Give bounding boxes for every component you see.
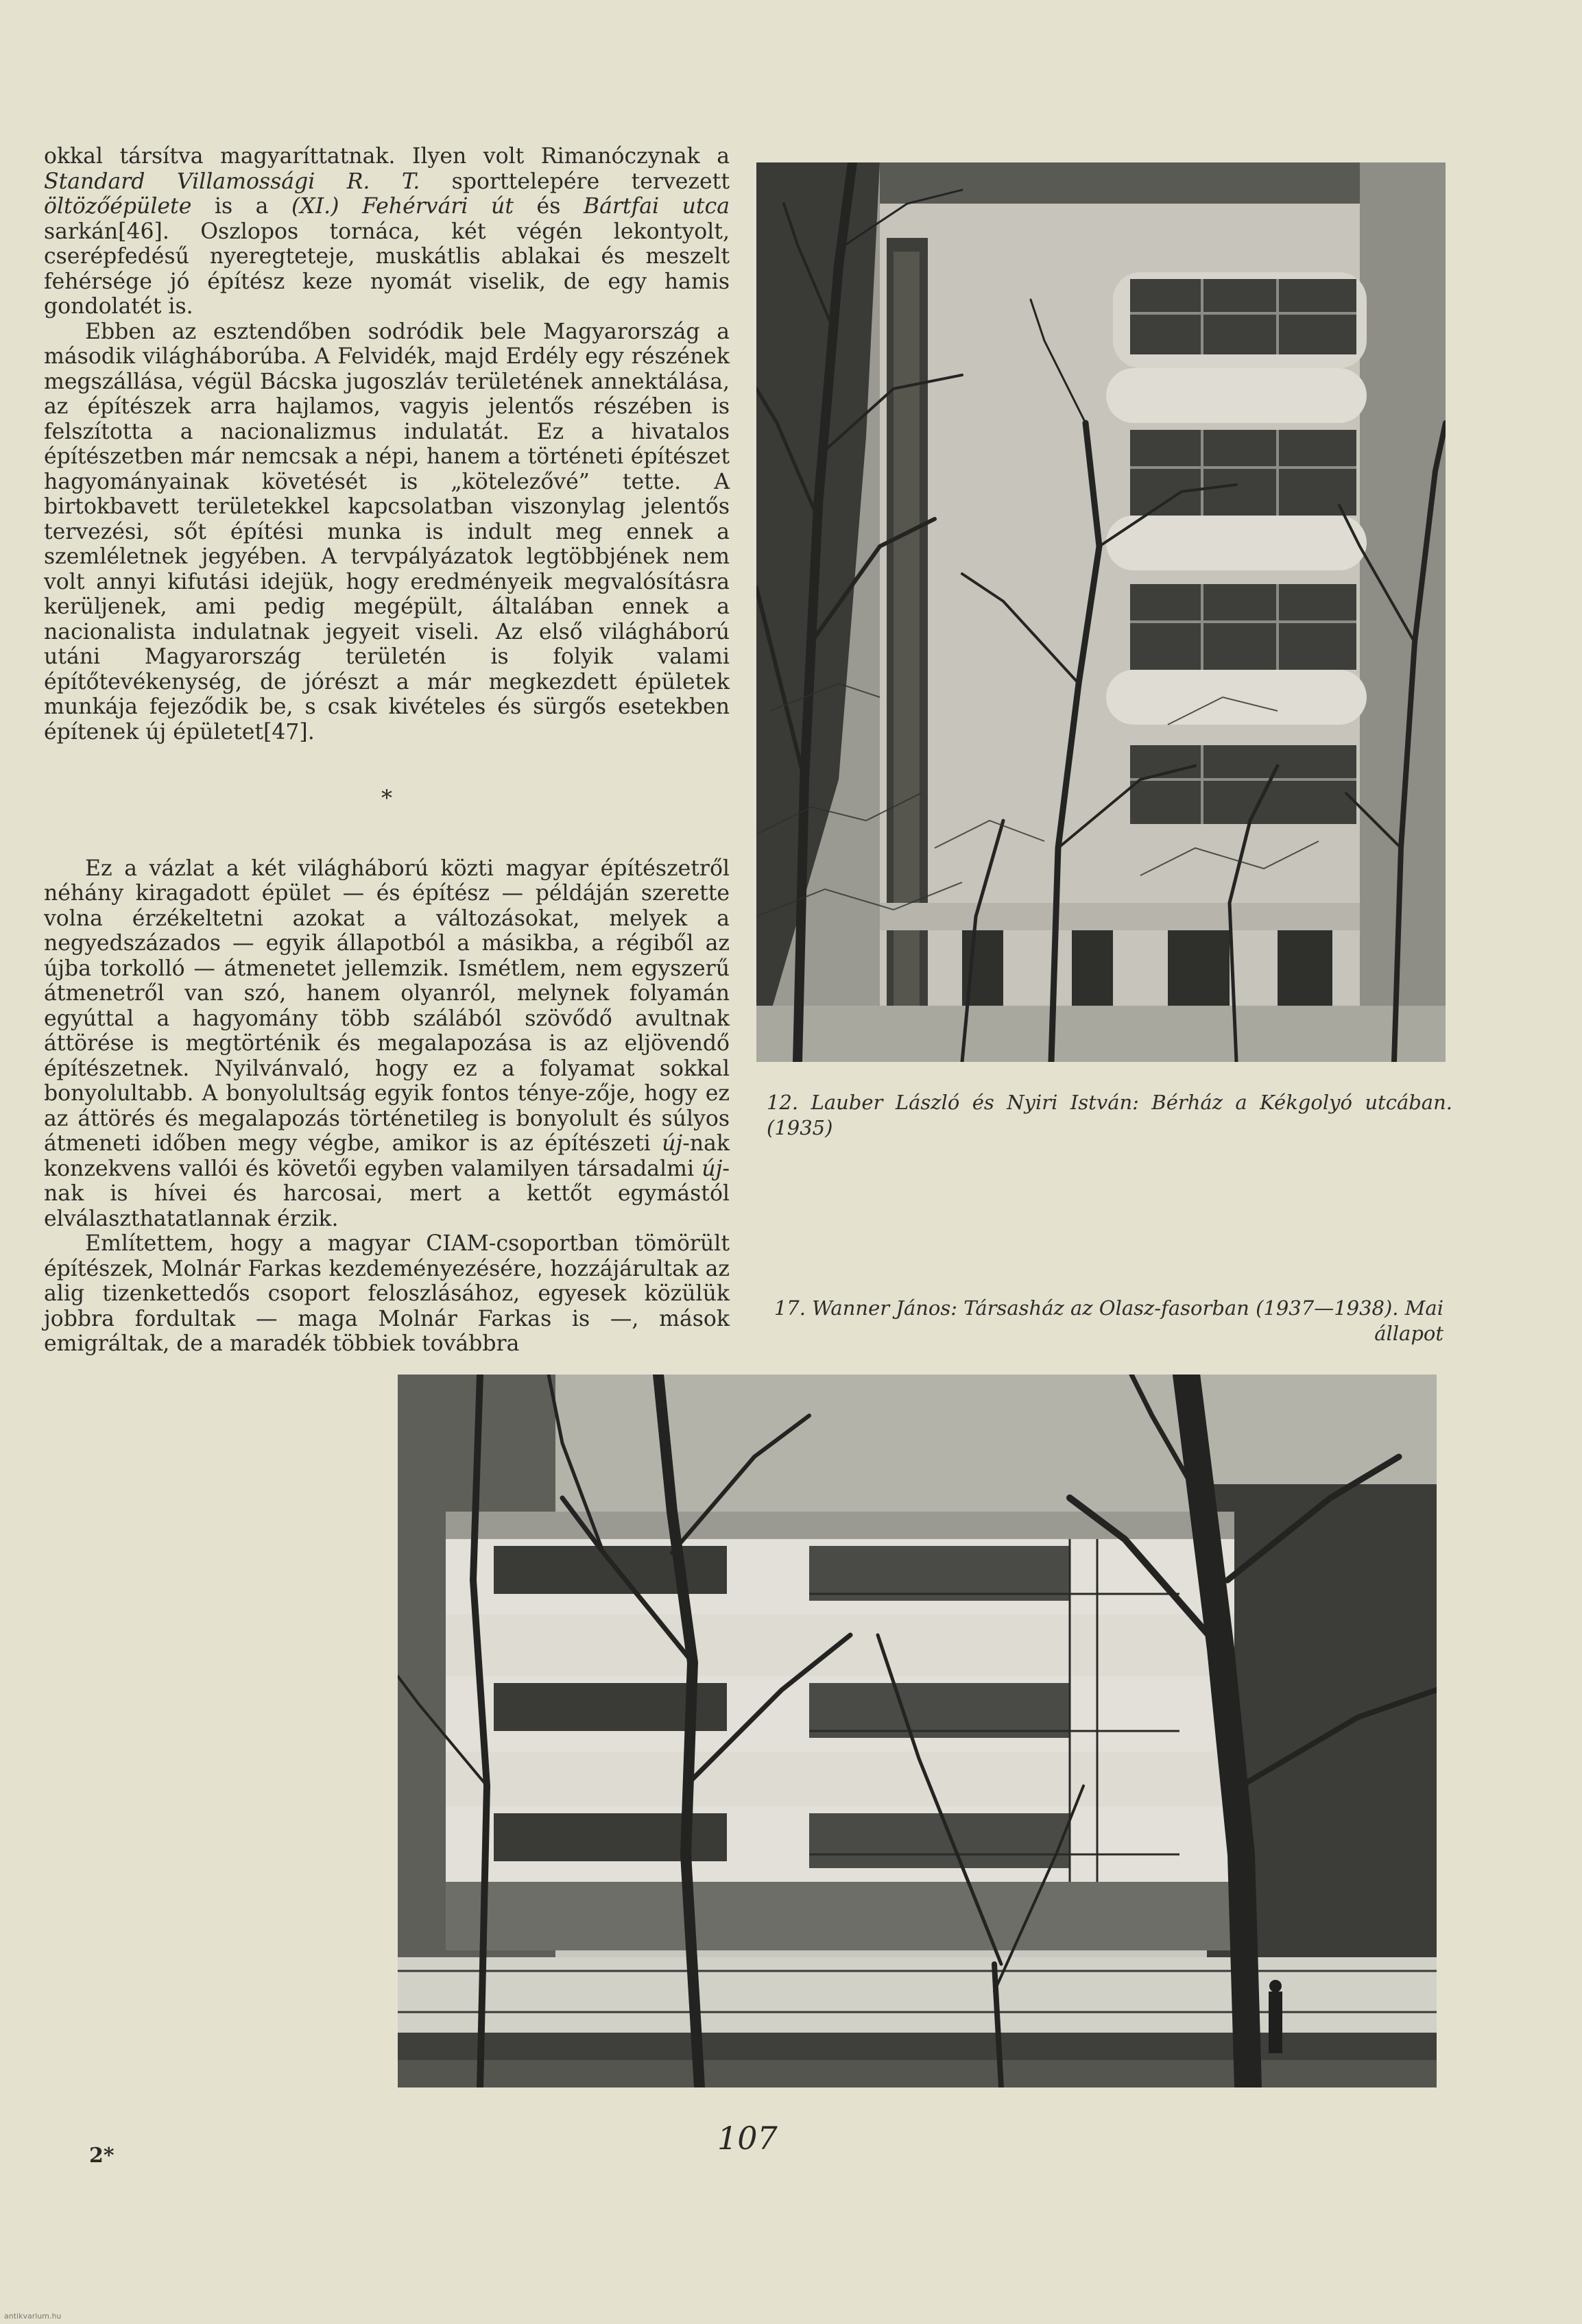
paragraph-2: Ebben az esztendőben sodródik bele Magyarország a második világháborúba. A Felvidék, majd Erdély egy részének megszállása, végül Bácska jugoszláv területének annektálása, az építészek arra hajlamos, vagyis jelentős részében is felszította a nacionalizmus indulatát. Ez a hivatalos építészetben már nemcsak a népi, hanem a történeti építészet hagyományainak követését is „kötelezővé” tette. A birtokbavett területekkel kapcsolatban viszonylag jelentős tervezési, sőt építési munka is indult meg ennek a szemléletnek jegyében. A tervpályázatok legtöbbjének nem volt annyi kifutási idejük, hogy eredményeik megvalósításra kerüljenek, ami pedig megépült, általában ennek a nacionalista indulatnak jegyeit viseli. Az első világháború utáni Magyarország területén is folyik valami építőtevékenység, de jórészt a már megkezdett épületek munkája fejeződik be, s csak kivételes és sürgős esetekben építenek új épületet[47]. [44, 319, 730, 745]
photo-fig12-apartment-building [756, 162, 1446, 1062]
signature-mark: 2* [89, 2144, 115, 2168]
caption-fig17: 17. Wanner János: Társasház az Olasz-fasorban (1937—1938). Mai állapot [774, 1296, 1443, 1345]
body-text-column [44, 144, 730, 1357]
section-separator: * [381, 785, 392, 811]
paragraph-4: Említettem, hogy a magyar CIAM-csoportban tömörült építészek, Molnár Farkas kezdeményezésére, hozzájárultak az alig tizenkettedős csoport feloszlásához, egyesek közülük jobbra fordultak — maga Molnár Farkas is —, mások emigráltak, de a maradék többiek továbbra [44, 1231, 730, 1356]
watermark: antikvarium.hu [4, 2312, 62, 2321]
page-number: 107 [717, 2120, 778, 2157]
caption-fig12: 12. Lauber László és Nyiri István: Bérház a Kékgolyó utcában. (1935) [767, 1091, 1452, 1139]
paragraph-1: okkal társítva magyaríttatnak. Ilyen volt Rimanóczynak a Standard Villamossági R. T. sporttelepére tervezett öltözőépülete is a (XI.) Fehérvári út és Bártfai utca sarkán[46]. Oszlopos tornáca, két végén lekontyolt, cserépfedésű nyeregteteje, muskátlis ablakai és meszelt fehérsége jó építész keze nyomát viselik, de egy hamis gondolatét is. [44, 144, 730, 319]
paragraph-3: Ez a vázlat a két világháború közti magyar építészetről néhány kiragadott épület — és építész — példáján szerette volna érzékeltetni azokat a változásokat, melyek a negyedszázados — egyik állapotból a másikba, a régiből az újba torkolló — átmenetet jellemzik. Ismétlem, nem egyszerű átmenetről van szó, hanem olyanról, melynek folyamán egyúttal a hagyomány több szálából szövődő avultnak áttörése is megtörténik és megalapozása is az eljövendő építészetnek. Nyilvánvaló, hogy ez a folyamat sokkal bonyolultabb. A bonyolultság egyik fontos ténye-zője, hogy ez az áttörés és megalapozás történetileg is bonyolult és súlyos átmeneti időben megy végbe, amikor is az építészeti új-nak konzekvens vallói és követői egyben valamilyen társadalmi új-nak is hívei és harcosai, mert a kettőt egymástól elválaszthatatlannak érzik. [44, 856, 730, 1231]
photo-fig17-residential-building [398, 1375, 1437, 2087]
